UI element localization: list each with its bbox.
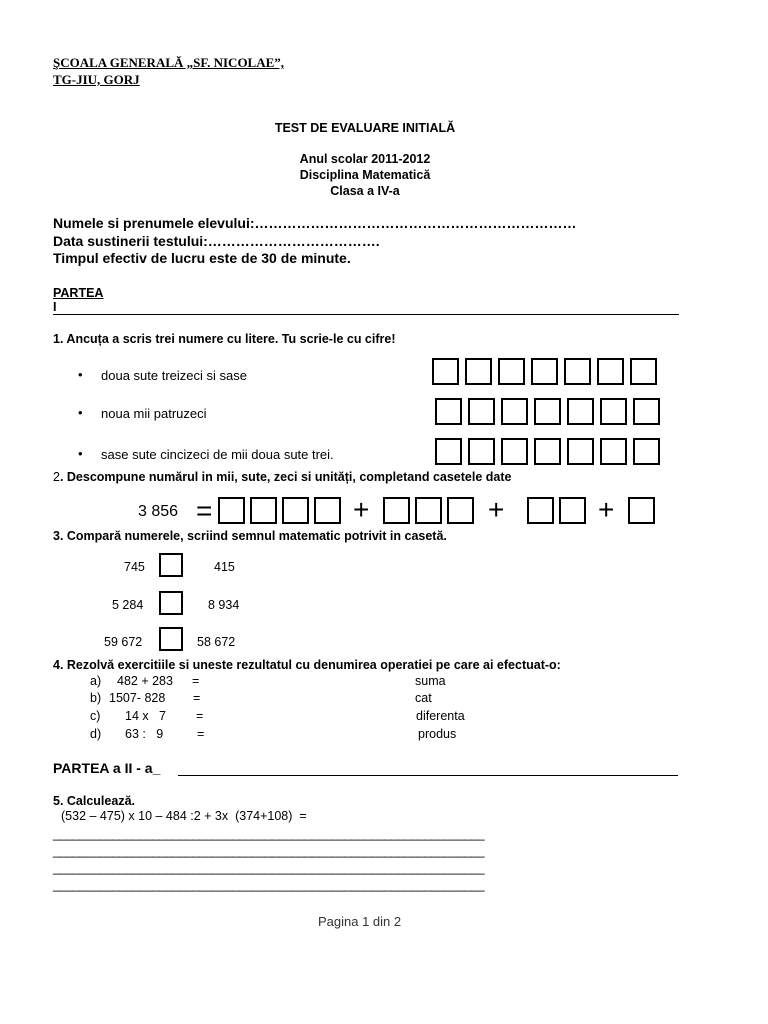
q4-expression: 482 + 283 [117,674,173,688]
q2-plus: + [488,494,505,525]
q2-number-value: 3 856 [138,503,179,520]
q3-left-number: 5 284 [112,598,144,612]
q2-text: . Descompune numărul in mii, sute, zeci si unități, completand casetele date [59,470,512,484]
q2-plus: + [598,494,615,525]
q4-equals: = [197,727,205,741]
hundreds-box[interactable] [383,497,410,524]
q4-label: a) [90,674,102,688]
time-line: Timpul efectiv de lucru este de 30 de minute. [53,250,351,266]
bullet-icon: • [78,405,83,420]
q4-label: d) [90,727,102,741]
tens-box[interactable] [527,497,554,524]
student-name-line: Numele si prenumele elevului:…………………………………………………………… [53,215,577,231]
q3-right-number: 8 934 [208,598,240,612]
q4-operation: diferenta [416,709,465,723]
q4-prompt: 4. Rezolvă exercitiile si uneste rezultatul cu denumirea operatiei pe care ai efectuat-o: [53,658,561,672]
q4-expression: 1507- 828 [109,691,166,705]
hundreds-box[interactable] [447,497,474,524]
q1-item: doua sute treizeci si sase [101,368,247,383]
answer-line[interactable]: _________________________________________________________________ [53,826,484,841]
part1-title: PARTEA [53,286,104,300]
q4-label: b) [90,691,102,705]
part2-title: PARTEA a II - a_ [53,760,161,776]
q3-right-number: 58 672 [197,635,236,649]
school-city: TG-JIU, GORJ [53,72,140,87]
q3-compare-box[interactable] [159,553,183,577]
q1-digit-boxes[interactable] [435,398,660,425]
answer-line[interactable]: _________________________________________________________________ [53,843,484,858]
q2-equals: = [196,495,213,526]
q2-prompt [53,470,511,484]
q1-digit-boxes[interactable] [435,438,660,465]
thousands-box[interactable] [218,497,245,524]
q4-equals: = [193,691,201,705]
q3-left-number: 745 [124,560,145,574]
q5-prompt: 5. Calculează. [53,794,135,808]
school-year: Anul scolar 2011-2012 [299,152,431,166]
part2-rule [178,775,678,776]
q4-operation: suma [415,674,446,688]
part1-rule [53,314,679,315]
tens-box[interactable] [559,497,586,524]
hundreds-box[interactable] [415,497,442,524]
answer-line[interactable]: _________________________________________________________________ [53,877,484,892]
q4-equals: = [192,674,200,688]
q2-number: 2 [53,470,60,484]
school-name: ŞCOALA GENERALĂ „SF. NICOLAE”, [53,55,285,70]
bullet-icon: • [78,446,83,461]
grade: Clasa a IV-a [330,184,400,198]
thousands-box[interactable] [314,497,341,524]
thousands-box[interactable] [282,497,309,524]
bullet-icon: • [78,367,83,382]
q4-operation: cat [415,691,432,705]
part1-numeral: I [53,300,57,314]
q1-digit-boxes[interactable] [432,358,657,385]
q5-expression: (532 – 475) x 10 – 484 :2 + 3x (374+108) = [61,809,307,823]
test-date-line: Data sustinerii testului:………………………………. [53,233,380,249]
q4-operation: produs [418,727,457,741]
q4-expression: 63 : 9 [125,727,164,741]
q2-plus: + [353,494,370,525]
q4-equals: = [196,709,204,723]
answer-line[interactable]: _________________________________________________________________ [53,860,484,875]
q3-right-number: 415 [214,560,235,574]
page-number: Pagina 1 din 2 [318,914,402,929]
test-title: TEST DE EVALUARE INITIALĂ [274,121,456,135]
q4-expression: 14 x 7 [125,709,166,723]
q3-left-number: 59 672 [104,635,143,649]
q3-compare-box[interactable] [159,591,183,615]
q1-item: noua mii patruzeci [101,406,207,421]
thousands-box[interactable] [250,497,277,524]
q3-prompt: 3. Compară numerele, scriind semnul matematic potrivit in casetă. [53,529,447,543]
units-box[interactable] [628,497,655,524]
q1-item: sase sute cincizeci de mii doua sute trei. [101,447,334,462]
discipline: Disciplina Matematică [299,168,431,182]
q4-label: c) [90,709,101,723]
q3-compare-box[interactable] [159,627,183,651]
q1-prompt: 1. Ancuța a scris trei numere cu litere. Tu scrie-le cu cifre! [53,332,396,346]
